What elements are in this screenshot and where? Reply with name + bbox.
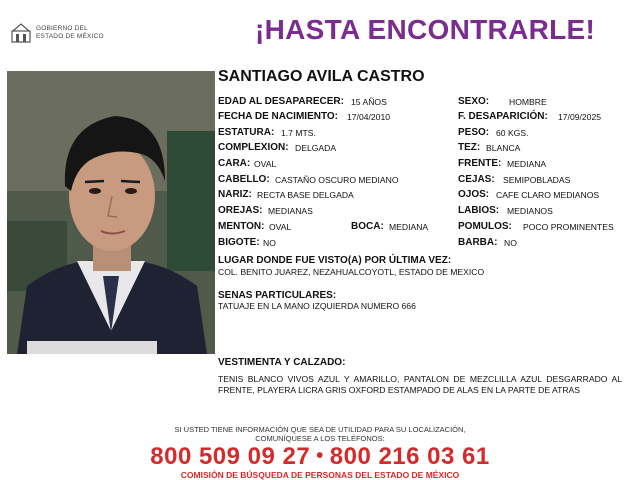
labios-label: LABIOS: bbox=[458, 205, 500, 216]
complexion-value: DELGADA bbox=[295, 143, 337, 153]
fecha-nacimiento-label: FECHA DE NACIMIENTO: bbox=[218, 111, 338, 122]
cabello-value: CASTAÑO OSCURO MEDIANO bbox=[275, 175, 399, 185]
phone-number-2[interactable]: 800 216 03 61 bbox=[329, 443, 490, 470]
complexion-label: COMPLEXION: bbox=[218, 142, 289, 153]
menton-value: OVAL bbox=[269, 222, 292, 232]
distinguishing-marks-label: SENAS PARTICULARES: bbox=[218, 290, 337, 301]
government-text bbox=[36, 25, 104, 41]
sexo-label: SEXO: bbox=[458, 96, 490, 107]
sexo-value: HOMBRE bbox=[509, 97, 547, 107]
fecha-desaparicion-label: F. DESAPARICIÓN: bbox=[458, 111, 548, 122]
fecha-desaparicion-value: 17/09/2025 bbox=[558, 112, 602, 122]
nariz-label: NARIZ: bbox=[218, 189, 252, 200]
barba-label: BARBA: bbox=[458, 237, 498, 248]
orejas-label: OREJAS: bbox=[218, 205, 263, 216]
peso-value: 60 KGS. bbox=[496, 128, 529, 138]
bigote-value: NO bbox=[263, 238, 276, 248]
government-line-1: GOBIERNO DEL bbox=[36, 25, 88, 32]
cara-value: OVAL bbox=[254, 159, 277, 169]
estatura-value: 1.7 MTS. bbox=[281, 128, 316, 138]
pomulos-value: POCO PROMINENTES bbox=[523, 222, 614, 232]
cejas-value: SEMIPOBLADAS bbox=[503, 175, 571, 185]
frente-value: MEDIANA bbox=[507, 159, 547, 169]
commission-name: COMISIÓN DE BÚSQUEDA DE PERSONAS DEL ESTADO DE MÉXICO bbox=[180, 470, 460, 480]
ojos-value: CAFE CLARO MEDIANOS bbox=[496, 190, 600, 200]
contact-note-line-1: SI USTED TIENE INFORMACIÓN QUE SEA DE UTILIDAD PARA SU LOCALIZACIÓN, bbox=[174, 425, 466, 434]
edad-label: EDAD AL DESAPARECER: bbox=[218, 96, 344, 107]
state-seal-icon bbox=[10, 22, 32, 44]
nariz-value: RECTA BASE DELGADA bbox=[257, 190, 354, 200]
boca-label: BOCA: bbox=[351, 221, 384, 232]
portrait-illustration bbox=[7, 71, 215, 354]
boca-value: MEDIANA bbox=[389, 222, 429, 232]
cabello-label: CABELLO: bbox=[218, 174, 270, 185]
cejas-label: CEJAS: bbox=[458, 174, 495, 185]
phone-numbers bbox=[0, 443, 640, 471]
contact-note bbox=[0, 425, 640, 443]
contact-note-line-2: COMUNÍQUESE A LOS TELÉFONOS: bbox=[255, 434, 385, 443]
orejas-value: MEDIANAS bbox=[268, 206, 313, 216]
fecha-nacimiento-value: 17/04/2010 bbox=[347, 112, 391, 122]
tez-label: TEZ: bbox=[458, 142, 481, 153]
ojos-label: OJOS: bbox=[458, 189, 490, 200]
phone-separator: • bbox=[316, 445, 324, 467]
clothing-value: TENIS BLANCO VIVOS AZUL Y AMARILLO, PANTALON DE MEZCLILLA AZUL DESGARRADO AL FRENTE, PLAYERA LICRA GRIS OXFORD ESTAMPADO DE ALAS EN LA PARTE DE ATRAS bbox=[218, 374, 622, 395]
labios-value: MEDIANOS bbox=[507, 206, 553, 216]
barba-value: NO bbox=[504, 238, 517, 248]
peso-label: PESO: bbox=[458, 127, 490, 138]
cara-label: CARA: bbox=[218, 158, 251, 169]
tez-value: BLANCA bbox=[486, 143, 521, 153]
person-name: SANTIAGO AVILA CASTRO bbox=[218, 68, 425, 85]
clothing-label: VESTIMENTA Y CALZADO: bbox=[218, 357, 346, 368]
bigote-label: BIGOTE: bbox=[218, 237, 260, 248]
missing-person-photo bbox=[7, 71, 215, 354]
government-logo bbox=[10, 22, 115, 44]
edad-value: 15 AÑOS bbox=[351, 97, 387, 107]
estatura-label: ESTATURA: bbox=[218, 127, 275, 138]
distinguishing-marks-value: TATUAJE EN LA MANO IZQUIERDA NUMERO 666 bbox=[218, 301, 416, 311]
frente-label: FRENTE: bbox=[458, 158, 502, 169]
last-seen-label: LUGAR DONDE FUE VISTO(A) POR ÚLTIMA VEZ: bbox=[218, 255, 452, 266]
last-seen-value: COL. BENITO JUAREZ, NEZAHUALCOYOTL, ESTADO DE MEXICO bbox=[218, 267, 485, 277]
headline: ¡HASTA ENCONTRARLE! bbox=[255, 14, 596, 45]
pomulos-label: POMULOS: bbox=[458, 221, 512, 232]
government-line-2: ESTADO DE MÉXICO bbox=[36, 33, 104, 40]
menton-label: MENTON: bbox=[218, 221, 265, 232]
phone-number-1[interactable]: 800 509 09 27 bbox=[150, 443, 311, 470]
